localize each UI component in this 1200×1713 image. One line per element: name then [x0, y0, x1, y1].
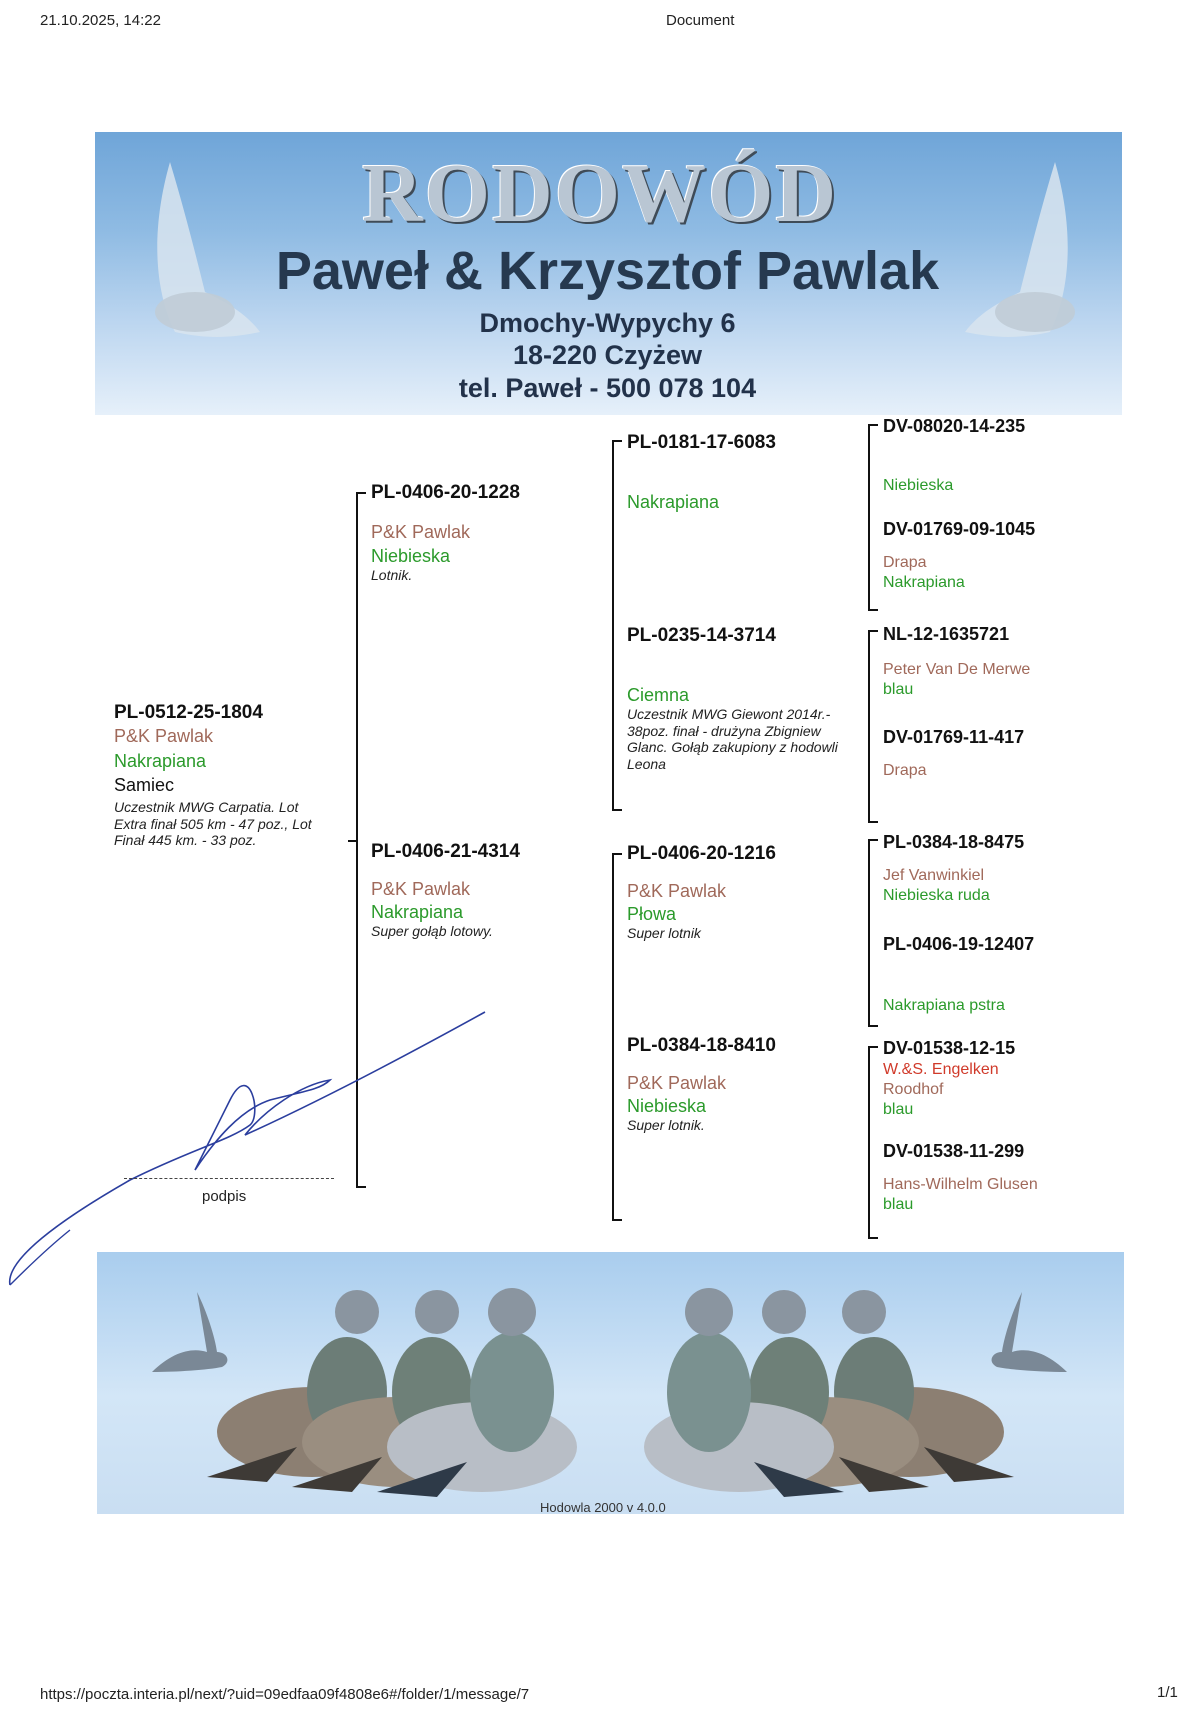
subject-color: Nakrapiana — [114, 751, 207, 771]
mother-color: Nakrapiana — [371, 902, 464, 922]
software-version: Hodowla 2000 v 4.0.0 — [540, 1500, 666, 1515]
signature-line — [124, 1178, 334, 1179]
print-url: https://poczta.interia.pl/next/?uid=09edfaa09f4808e6#/folder/1/message/7 — [40, 1686, 530, 1703]
mmf-breeder: Roodhof — [883, 1081, 944, 1098]
owner-name: Paweł & Krzysztof Pawlak — [275, 241, 940, 301]
mother-note: Super gołąb lotowy. — [371, 923, 493, 939]
fm-color: Ciemna — [627, 685, 690, 705]
print-datetime: 21.10.2025, 14:22 — [40, 12, 161, 29]
bracket-line — [868, 839, 870, 1026]
mf-breeder: P&K Pawlak — [627, 881, 727, 901]
subject-pigeon — [114, 702, 334, 849]
great-grandparent-mff — [883, 832, 1024, 905]
mf-ring-number: PL-0406-20-1216 — [627, 843, 776, 864]
mff-color: Niebieska ruda — [883, 887, 990, 904]
mmf-ring-number: DV-01538-12-15 — [883, 1038, 1016, 1058]
mfm-color: Nakrapiana pstra — [883, 997, 1005, 1014]
mm-note: Super lotnik. — [627, 1117, 705, 1133]
ffm-ring-number: DV-01769-09-1045 — [883, 519, 1036, 539]
fmf-color: blau — [883, 681, 914, 698]
mm-color: Niebieska — [627, 1096, 707, 1116]
pedigree-title: RODOWÓD — [362, 147, 838, 240]
bracket-line — [868, 1046, 878, 1048]
mff-breeder: Jef Vanwinkiel — [883, 867, 985, 884]
mff-ring-number: PL-0384-18-8475 — [883, 832, 1025, 852]
mf-note: Super lotnik — [627, 925, 701, 941]
great-grandparent-fff — [883, 416, 1025, 495]
bracket-line — [356, 492, 366, 494]
bracket-line — [612, 809, 622, 811]
great-grandparent-ffm — [883, 519, 1035, 592]
fmf-ring-number: NL-12-1635721 — [883, 624, 1010, 644]
mf-color: Płowa — [627, 904, 677, 924]
fmm-breeder: Drapa — [883, 762, 927, 779]
father-note: Lotnik. — [371, 567, 413, 583]
print-document-title: Document — [666, 12, 735, 29]
bracket-line — [868, 839, 878, 841]
great-grandparent-mmm — [883, 1141, 1038, 1214]
fff-color: Niebieska — [883, 477, 954, 494]
subject-sex: Samiec — [114, 775, 175, 795]
father-ring-number: PL-0406-20-1228 — [371, 482, 520, 503]
bracket-line — [868, 424, 870, 610]
fm-ring-number: PL-0235-14-3714 — [627, 625, 776, 646]
footer-banner — [97, 1252, 1124, 1514]
father-pigeon — [371, 482, 520, 584]
mmf-breeder-red: W.&S. Engelken — [883, 1061, 999, 1078]
mmf-color: blau — [883, 1101, 914, 1118]
mother-breeder: P&K Pawlak — [371, 879, 471, 899]
bracket-line — [612, 853, 622, 855]
great-grandparent-mmf — [883, 1038, 1015, 1119]
bracket-line — [612, 853, 614, 1220]
mother-pigeon — [371, 841, 520, 940]
bracket-line — [868, 630, 878, 632]
bracket-line — [868, 609, 878, 611]
mmm-color: blau — [883, 1196, 914, 1213]
bracket-line — [612, 440, 622, 442]
ff-ring-number: PL-0181-17-6083 — [627, 432, 776, 453]
fmm-ring-number: DV-01769-11-417 — [883, 727, 1025, 747]
great-grandparent-fmf — [883, 624, 1030, 699]
father-color: Niebieska — [371, 546, 451, 566]
fm-note: Uczestnik MWG Giewont 2014r.- 38poz. finał - drużyna Zbigniew Glanc. Gołąb zakupiony z hodowli Leona — [627, 706, 838, 772]
ffm-color: Nakrapiana — [883, 574, 965, 591]
bracket-line — [868, 1046, 870, 1238]
bracket-line — [348, 840, 358, 842]
bracket-line — [868, 1237, 878, 1239]
mfm-ring-number: PL-0406-19-12407 — [883, 934, 1035, 954]
mm-ring-number: PL-0384-18-8410 — [627, 1035, 776, 1056]
pigeons-illustration-icon — [97, 1252, 1124, 1514]
granddam-paternal — [627, 625, 852, 772]
signature-label: podpis — [202, 1188, 247, 1205]
address-city: 18-220 Czyżew — [512, 340, 703, 370]
bracket-line — [612, 440, 614, 810]
mmm-ring-number: DV-01538-11-299 — [883, 1141, 1025, 1161]
great-grandparent-fmm — [883, 727, 1024, 780]
granddam-maternal — [627, 1035, 776, 1134]
mm-breeder: P&K Pawlak — [627, 1073, 727, 1093]
bracket-line — [868, 424, 878, 426]
ffm-breeder: Drapa — [883, 554, 927, 571]
address-street: Dmochy-Wypychy 6 — [479, 308, 736, 338]
fmf-breeder: Peter Van De Merwe — [883, 661, 1031, 678]
subject-breeder: P&K Pawlak — [114, 726, 214, 746]
great-grandparent-mfm — [883, 934, 1034, 1015]
grandsire-paternal — [627, 432, 776, 513]
subject-ring-number: PL-0512-25-1804 — [114, 702, 263, 723]
grandsire-maternal — [627, 843, 776, 942]
mmm-breeder: Hans-Wilhelm Glusen — [883, 1176, 1038, 1193]
phone-number: tel. Paweł - 500 078 104 — [458, 373, 757, 403]
print-page-number: 1/1 — [1157, 1684, 1178, 1701]
subject-note: Uczestnik MWG Carpatia. Lot Extra finał 505 km - 47 poz., Lot Finał 445 km. - 33 poz. — [114, 799, 312, 849]
bracket-line — [612, 1219, 622, 1221]
bracket-line — [868, 821, 878, 823]
ff-color: Nakrapiana — [627, 492, 720, 512]
bracket-line — [868, 1025, 878, 1027]
fff-ring-number: DV-08020-14-235 — [883, 416, 1026, 436]
father-breeder: P&K Pawlak — [371, 522, 471, 542]
bracket-line — [868, 630, 870, 822]
mother-ring-number: PL-0406-21-4314 — [371, 841, 520, 862]
